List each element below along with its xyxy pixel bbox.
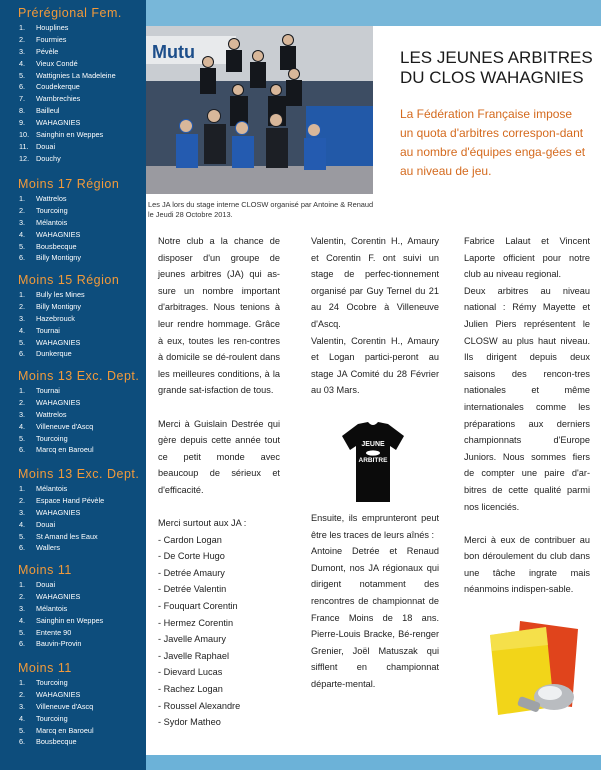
- ja-list-heading: Merci surtout aux JA :: [158, 518, 247, 529]
- svg-text:JEUNE: JEUNE: [361, 441, 385, 448]
- sidebar: [0, 0, 146, 770]
- list-item: [0, 483, 146, 495]
- list-item: [0, 105, 146, 117]
- list-item: [0, 615, 146, 627]
- rank-number: 1.: [19, 290, 26, 299]
- rank-number: 1.: [19, 484, 26, 493]
- column-1: [158, 233, 280, 731]
- rank-number: 6.: [19, 737, 26, 747]
- team-name: Villeneuve d'Ascq: [36, 421, 94, 431]
- ja-name: - Roussel Alexandre: [158, 700, 241, 711]
- sidebar-section-title: Moins 17 Région: [18, 177, 120, 191]
- team-name: WAHAGNIES: [36, 397, 81, 407]
- list-item: [0, 289, 146, 301]
- list-item: [0, 153, 146, 165]
- list-item: [0, 701, 146, 713]
- intro-paragraph: Notre club a la chance de disposer d'un groupe de jeunes arbitres (JA) qui as-sure un nombre important d'arbitrages. Nous tenions à leur rendre hommage. Grâce à eux, toutes les ren-contres à domicile se dé-roulent dans les meilleures conditions, à la grande sat-isfaction de tous.: [158, 236, 280, 396]
- list-item: [0, 579, 146, 591]
- ja-name: - Sydor Matheo: [158, 717, 221, 728]
- rank-number: 2.: [19, 591, 26, 601]
- sidebar-section-title: Moins 15 Région: [18, 273, 120, 287]
- team-name: Tourcoing: [36, 678, 68, 687]
- bottom-bar: [146, 755, 601, 770]
- list-item: [0, 627, 146, 639]
- closing-paragraph: Merci à eux de contribuer au bon déroulement du club dans une tâche ingrate mais néanmoins indispen-sable.: [464, 534, 590, 595]
- sidebar-ranking-list: [0, 677, 146, 748]
- list-item: [0, 252, 146, 264]
- team-name: Billy Montigny: [36, 253, 82, 263]
- team-name: Mélantois: [36, 217, 68, 227]
- team-name: Espace Hand Pévèle: [36, 495, 105, 505]
- sidebar-section-title: Moins 11: [18, 563, 72, 577]
- thanks-paragraph: Merci à Guislain Destrée qui gère depuis cette année tout ce petit monde avec beaucoup de sérieux et d'efficacité.: [158, 418, 280, 495]
- list-item: [0, 603, 146, 615]
- team-name: Vieux Condé: [36, 58, 78, 68]
- team-name: Mélantois: [36, 603, 68, 613]
- list-item: [0, 495, 146, 507]
- team-photo: [146, 26, 373, 194]
- list-item: [0, 421, 146, 433]
- team-name: Bousbecque: [36, 737, 77, 747]
- rank-number: 4.: [19, 229, 26, 239]
- team-name: Dunkerque: [36, 349, 72, 359]
- ja-name: - Dievard Lucas: [158, 667, 223, 678]
- list-item: [0, 638, 146, 650]
- list-item: [0, 385, 146, 397]
- ja-name: - Hermez Corentin: [158, 617, 234, 628]
- team-name: WAHAGNIES: [36, 337, 81, 347]
- list-item: [0, 409, 146, 421]
- ja-name: - Rachez Logan: [158, 684, 223, 695]
- column-3: [464, 233, 590, 615]
- rank-number: 4.: [19, 519, 26, 529]
- rank-number: 2.: [19, 495, 26, 505]
- list-item: [0, 301, 146, 313]
- rank-number: 5.: [19, 70, 26, 80]
- rank-number: 2.: [19, 397, 26, 407]
- list-item: [0, 129, 146, 141]
- sidebar-section-title: Moins 13 Exc. Dept.: [18, 467, 140, 481]
- rank-number: 4.: [19, 58, 26, 68]
- sidebar-section-title: Moins 13 Exc. Dept.: [18, 369, 140, 383]
- team-name: Sainghin en Weppes: [36, 615, 104, 625]
- rank-number: 6.: [19, 543, 26, 553]
- rank-number: 4.: [19, 615, 26, 625]
- ja-name: - Detrée Amaury: [158, 567, 225, 578]
- svg-text:Mutu: Mutu: [152, 42, 195, 62]
- list-item: [0, 444, 146, 456]
- rank-number: 8.: [19, 106, 26, 116]
- sidebar-ranking-list: [0, 579, 146, 650]
- team-name: Marcq en Baroeul: [36, 445, 94, 455]
- column-2-lower: [311, 510, 439, 693]
- list-item: [0, 736, 146, 748]
- ja-name: - Cardon Logan: [158, 534, 222, 545]
- team-name: Douchy: [36, 153, 61, 163]
- list-item: [0, 713, 146, 725]
- team-name: WAHAGNIES: [36, 507, 81, 517]
- team-name: Bully les Mines: [36, 290, 85, 299]
- stage-paragraph: Valentin, Corentin H., Amaury et Corentin F. ont suivi un stage de perfec-tionnement organisé par Guy Ternel du 21 au 24 Ocobre à Villeneuve d'Ascq.: [311, 236, 439, 329]
- team-name: Wattignies La Madeleine: [36, 70, 116, 80]
- rank-number: 3.: [19, 701, 26, 711]
- rank-number: 7.: [19, 94, 26, 104]
- list-item: [0, 34, 146, 46]
- team-name: Fourmies: [36, 34, 67, 44]
- sidebar-section-title: Prérégional Fem.: [18, 6, 122, 20]
- rank-number: 4.: [19, 713, 26, 723]
- rank-number: 5.: [19, 627, 26, 637]
- rank-number: 6.: [19, 349, 26, 359]
- team-name: Sainghin en Weppes: [36, 130, 104, 140]
- rank-number: 11.: [19, 141, 29, 151]
- rank-number: 1.: [19, 678, 26, 687]
- rank-number: 2.: [19, 301, 26, 311]
- rank-number: 2.: [19, 34, 26, 44]
- regional-paragraph: Antoine Detrée et Renaud Dumont, nos JA régionaux qui dirigent notamment des rencontres de championnat de France Moins de 18 ans. Pierre-Louis Bracke, Bé-renger Grenier, Joël Matuszak qui sifflent en championnat départe-mental.: [311, 546, 439, 689]
- rank-number: 3.: [19, 217, 26, 227]
- rank-number: 1.: [19, 580, 26, 589]
- rank-number: 9.: [19, 118, 26, 128]
- team-name: WAHAGNIES: [36, 591, 81, 601]
- sidebar-ranking-list: [0, 289, 146, 360]
- list-item: [0, 193, 146, 205]
- rank-number: 1.: [19, 194, 26, 203]
- regional-refs-paragraph: Fabrice Lalaut et Vincent Laporte officient pour notre club au niveau regional.: [464, 236, 590, 280]
- rank-number: 1.: [19, 23, 26, 32]
- team-name: Billy Montigny: [36, 301, 82, 311]
- sidebar-section-title: Moins 11: [18, 661, 72, 675]
- list-item: [0, 217, 146, 229]
- photo-caption: Les JA lors du stage interne CLOSW organisé par Antoine & Renaud le Jeudi 28 Octobre 2013.: [148, 200, 374, 219]
- rank-number: 2.: [19, 689, 26, 699]
- list-item: [0, 325, 146, 337]
- list-item: [0, 591, 146, 603]
- article-subtitle: La Fédération Française impose un quota d'arbitres correspon-dant au nombre d'équipes enga-gées et au niveau de jeu.: [400, 107, 586, 178]
- rank-number: 4.: [19, 421, 26, 431]
- rank-number: 6.: [19, 445, 26, 455]
- rank-number: 6.: [19, 253, 26, 263]
- team-name: Entente 90: [36, 627, 72, 637]
- list-item: [0, 519, 146, 531]
- list-item: [0, 141, 146, 153]
- team-name: Tourcoing: [36, 713, 68, 723]
- rank-number: 4.: [19, 325, 26, 335]
- team-name: Houplines: [36, 23, 69, 32]
- team-name: Hazebrouck: [36, 313, 75, 323]
- rank-number: 6.: [19, 639, 26, 649]
- rank-number: 3.: [19, 409, 26, 419]
- ja-name: - Javelle Amaury: [158, 634, 226, 645]
- team-name: Coudekerque: [36, 82, 80, 92]
- rank-number: 5.: [19, 433, 26, 443]
- sidebar-ranking-list: [0, 385, 146, 456]
- rank-number: 5.: [19, 241, 26, 251]
- team-name: Tourcoing: [36, 433, 68, 443]
- rank-number: 5.: [19, 725, 26, 735]
- team-name: Bailleul: [36, 106, 60, 116]
- team-name: Pévèle: [36, 46, 59, 56]
- list-item: [0, 205, 146, 217]
- list-item: [0, 507, 146, 519]
- list-item: [0, 677, 146, 689]
- team-name: Douai: [36, 141, 56, 151]
- rank-number: 5.: [19, 337, 26, 347]
- article-title: LES JEUNES ARBITRES DU CLOS WAHAGNIES: [400, 48, 593, 87]
- team-name: Tournai: [36, 325, 60, 335]
- rank-number: 2.: [19, 205, 26, 215]
- rank-number: 12.: [19, 153, 30, 163]
- team-name: Marcq en Baroeul: [36, 725, 94, 735]
- comite-paragraph: Valentin, Corentin H., Amaury et Logan partici-peront au stage JA Comité du 28 Février au 03 Mars.: [311, 335, 439, 396]
- ja-name: - Fouquart Corentin: [158, 601, 238, 612]
- sidebar-ranking-list: [0, 193, 146, 264]
- ja-name: - Detrée Valentin: [158, 584, 227, 595]
- list-item: [0, 58, 146, 70]
- rank-number: 3.: [19, 507, 26, 517]
- team-name: WAHAGNIES: [36, 118, 81, 128]
- cards-whistle-image: [480, 615, 590, 725]
- ja-name: - De Corte Hugo: [158, 551, 225, 562]
- team-name: Tourcoing: [36, 205, 68, 215]
- team-name: Tournai: [36, 386, 60, 395]
- list-item: [0, 241, 146, 253]
- column-2: [311, 233, 439, 416]
- team-name: Bauvin-Provin: [36, 639, 82, 649]
- sidebar-ranking-list: [0, 22, 146, 165]
- list-item: [0, 397, 146, 409]
- rank-number: 3.: [19, 46, 26, 56]
- team-name: WAHAGNIES: [36, 689, 81, 699]
- rank-number: 5.: [19, 531, 26, 541]
- top-bar: [146, 0, 601, 26]
- ja-name: - Javelle Raphael: [158, 650, 229, 661]
- rank-number: 10.: [19, 130, 30, 140]
- list-item: [0, 337, 146, 349]
- referee-shirt-image: [340, 420, 406, 504]
- list-item: [0, 433, 146, 445]
- rank-number: 3.: [19, 313, 26, 323]
- team-name: Douai: [36, 580, 56, 589]
- team-name: Wattrelos: [36, 409, 67, 419]
- team-name: Wambrechies: [36, 94, 81, 104]
- list-item: [0, 81, 146, 93]
- rank-number: 6.: [19, 82, 26, 92]
- list-item: [0, 70, 146, 82]
- sidebar-ranking-list: [0, 483, 146, 554]
- team-name: Villeneuve d'Ascq: [36, 701, 94, 711]
- next-paragraph: Ensuite, ils emprunteront peut être les traces de leurs aînés :: [311, 513, 439, 540]
- team-name: Bousbecque: [36, 241, 77, 251]
- team-name: Wallers: [36, 543, 61, 553]
- team-name: WAHAGNIES: [36, 229, 81, 239]
- list-item: [0, 117, 146, 129]
- list-item: [0, 348, 146, 360]
- rank-number: 1.: [19, 386, 26, 395]
- team-name: Mélantois: [36, 484, 68, 493]
- svg-text:ARBITRE: ARBITRE: [358, 457, 388, 464]
- list-item: [0, 725, 146, 737]
- ja-list: [158, 532, 280, 731]
- national-refs-paragraph: Deux arbitres au niveau national : Rémy Mayette et Julien Piers représentent le CLOSW au plus haut niveau. Ils dirigent depuis deux saisons des rencon-tres nationales et même internationales comme les préparations aux derniers championnats d'Europe Juniors. Nous sommes fiers de compter une paire d'ar-bitres de cette qualité parmi nos licenciés.: [464, 285, 590, 512]
- list-item: [0, 531, 146, 543]
- rank-number: 3.: [19, 603, 26, 613]
- list-item: [0, 22, 146, 34]
- list-item: [0, 542, 146, 554]
- list-item: [0, 93, 146, 105]
- list-item: [0, 229, 146, 241]
- list-item: [0, 689, 146, 701]
- list-item: [0, 46, 146, 58]
- team-name: St Amand les Eaux: [36, 531, 98, 541]
- team-name: Wattrelos: [36, 194, 67, 203]
- team-name: Douai: [36, 519, 56, 529]
- list-item: [0, 313, 146, 325]
